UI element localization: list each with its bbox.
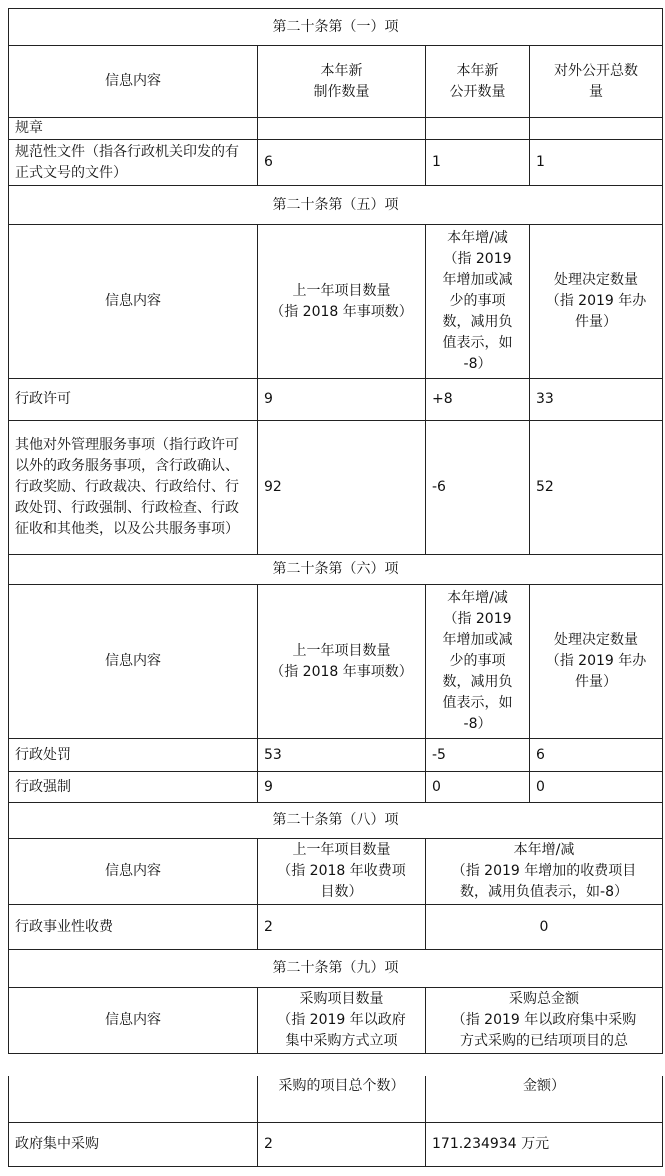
row-label: 其他对外管理服务事项（指行政许可以外的政务服务事项，含行政确认、行政奖励、行政裁决、行政给付、行政处罚、行政强制、行政检查、行政征收和其他类，以及公共服务事项） xyxy=(9,421,258,555)
row-label: 行政处罚 xyxy=(9,739,258,772)
header-row xyxy=(9,839,663,905)
header-purchase-count-continued: 采购的项目总个数） xyxy=(258,1076,426,1122)
cell-value: 1 xyxy=(426,140,530,186)
header-text: 上一年项目数量 （指 2018 年事项数） xyxy=(270,282,413,320)
header-decision-count xyxy=(530,225,663,379)
section-title: 第二十条第（一）项 xyxy=(9,9,663,46)
cell-value: 0 xyxy=(426,772,530,803)
section-title-row xyxy=(9,555,663,585)
disclosure-table xyxy=(8,8,663,1054)
header-info-content: 信息内容 xyxy=(9,585,258,739)
section-title: 第二十条第（八）项 xyxy=(9,803,663,839)
header-continued-row xyxy=(9,1076,663,1122)
row-label: 行政许可 xyxy=(9,379,258,421)
cell-value xyxy=(258,118,426,140)
header-row xyxy=(9,46,663,118)
header-prev-year-count xyxy=(258,585,426,739)
cell-value xyxy=(426,118,530,140)
header-text: 对外公开总数 量 xyxy=(554,62,638,100)
cell-value: +8 xyxy=(426,379,530,421)
header-prev-year-count xyxy=(258,225,426,379)
row-label: 规章 xyxy=(9,118,258,140)
cell-value: 92 xyxy=(258,421,426,555)
row-label: 规范性文件（指各行政机关印发的有正式文号的文件） xyxy=(9,140,258,186)
table-row xyxy=(9,739,663,772)
cell-value: -6 xyxy=(426,421,530,555)
table-row xyxy=(9,379,663,421)
cell-value: 6 xyxy=(530,739,663,772)
header-row xyxy=(9,585,663,739)
section-title-row xyxy=(9,803,663,839)
cell-value xyxy=(530,118,663,140)
header-purchase-amount-continued: 金额） xyxy=(426,1076,663,1122)
disclosure-table-continued xyxy=(8,1076,663,1167)
cell-value: 52 xyxy=(530,421,663,555)
header-total-published xyxy=(530,46,663,118)
header-text: 处理决定数量 （指 2019 年办 件量） xyxy=(545,272,647,330)
header-text: 采购总金额 （指 2019 年以政府集中采购 方式采购的已结项项目的总 xyxy=(451,991,637,1049)
header-row xyxy=(9,225,663,379)
header-info-content: 信息内容 xyxy=(9,46,258,118)
cell-value: 53 xyxy=(258,739,426,772)
header-info-content: 信息内容 xyxy=(9,988,258,1054)
table-row xyxy=(9,118,663,140)
section-title-row xyxy=(9,186,663,225)
header-text: 上一年项目数量 （指 2018 年收费项 目数） xyxy=(277,842,406,900)
header-new-made-count xyxy=(258,46,426,118)
table-row xyxy=(9,140,663,186)
table-row xyxy=(9,1122,663,1166)
header-change xyxy=(426,225,530,379)
header-decision-count xyxy=(530,585,663,739)
cell-value: -5 xyxy=(426,739,530,772)
header-info-content: 信息内容 xyxy=(9,839,258,905)
header-purchase-count xyxy=(258,988,426,1054)
section-title: 第二十条第（九）项 xyxy=(9,950,663,988)
cell-value: 9 xyxy=(258,379,426,421)
table-row xyxy=(9,772,663,803)
cell-value: 9 xyxy=(258,772,426,803)
header-change xyxy=(426,585,530,739)
row-label: 行政强制 xyxy=(9,772,258,803)
header-text: 本年新 公开数量 xyxy=(449,62,506,100)
section-title: 第二十条第（五）项 xyxy=(9,186,663,225)
cell-value: 0 xyxy=(426,905,663,950)
header-change xyxy=(426,839,663,905)
cell-value: 1 xyxy=(530,140,663,186)
header-text: 本年增/减 （指 2019 年增加或减 少的事项 数，减用负 值表示，如 -8） xyxy=(442,230,513,372)
table-row xyxy=(9,421,663,555)
table-row xyxy=(9,905,663,950)
header-row xyxy=(9,988,663,1054)
cell-value: 6 xyxy=(258,140,426,186)
section-title-row xyxy=(9,950,663,988)
header-text: 本年增/减 （指 2019 年增加或减 少的事项 数，减用负 值表示，如 -8） xyxy=(442,590,513,732)
row-label: 行政事业性收费 xyxy=(9,905,258,950)
page-break-gap xyxy=(0,1060,665,1076)
section-title: 第二十条第（六）项 xyxy=(9,555,663,585)
header-text: 采购项目数量 （指 2019 年以政府 集中采购方式立项 xyxy=(277,991,406,1049)
header-info-content: 信息内容 xyxy=(9,225,258,379)
header-purchase-amount xyxy=(426,988,663,1054)
cell-value: 171.234934 万元 xyxy=(426,1122,663,1166)
header-info-content-continued xyxy=(9,1076,258,1122)
cell-value: 2 xyxy=(258,905,426,950)
header-text: 上一年项目数量 （指 2018 年事项数） xyxy=(270,642,413,680)
cell-value: 2 xyxy=(258,1122,426,1166)
header-text: 处理决定数量 （指 2019 年办 件量） xyxy=(545,632,647,690)
header-new-published-count xyxy=(426,46,530,118)
header-text: 本年新 制作数量 xyxy=(313,62,370,100)
cell-value: 33 xyxy=(530,379,663,421)
header-prev-year-fee-count xyxy=(258,839,426,905)
cell-value: 0 xyxy=(530,772,663,803)
row-label: 政府集中采购 xyxy=(9,1122,258,1166)
section-title-row xyxy=(9,9,663,46)
header-text: 本年增/减 （指 2019 年增加的收费项目 数，减用负值表示，如-8） xyxy=(451,842,637,900)
